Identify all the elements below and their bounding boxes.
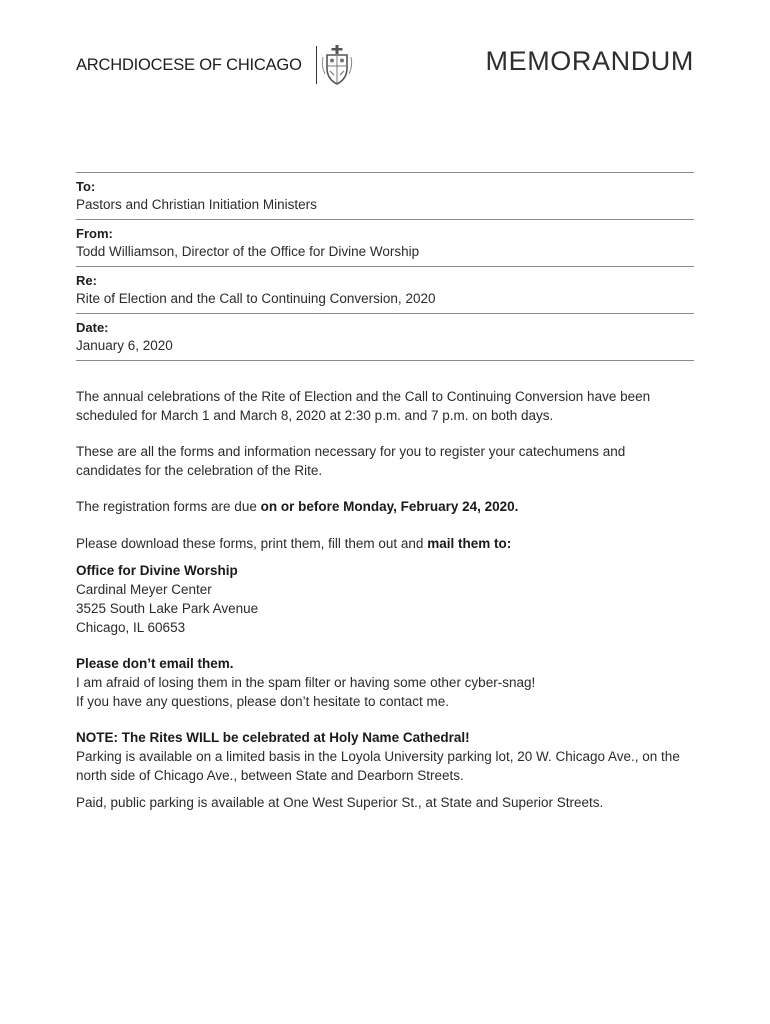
field-value: Rite of Election and the Call to Continuing Conversion, 2020	[76, 291, 436, 306]
email-line: If you have any questions, please don’t hesitate to contact me.	[76, 694, 449, 709]
address-line: Cardinal Meyer Center	[76, 582, 212, 597]
forms-paragraph: These are all the forms and information necessary for you to register your catechumens and candidates for the celebration of the Rite.	[76, 444, 626, 478]
memo-fields	[76, 172, 694, 361]
deadline-paragraph	[76, 497, 686, 516]
deadline-text: The registration forms are due	[76, 499, 261, 514]
intro-paragraph: The annual celebrations of the Rite of Election and the Call to Continuing Conversion have been scheduled for March 1 and March 8, 2020 at 2:30 p.m. and 7 p.m. on both days.	[76, 389, 651, 423]
mail-instruction: mail them to:	[427, 536, 512, 551]
address-name: Office for Divine Worship	[76, 563, 238, 578]
memo-header	[76, 44, 694, 88]
address-line: Chicago, IL 60653	[76, 620, 186, 635]
address-line: 3525 South Lake Park Avenue	[76, 601, 259, 616]
from-field	[76, 219, 694, 266]
organization-name: ARCHDIOCESE OF CHICAGO	[76, 56, 302, 74]
re-field	[76, 266, 694, 313]
field-value: Pastors and Christian Initiation Ministers	[76, 197, 317, 212]
field-value: January 6, 2020	[76, 338, 173, 353]
email-notice	[76, 654, 686, 711]
field-value: Todd Williamson, Director of the Office for Divine Worship	[76, 244, 420, 259]
instructions-paragraph	[76, 534, 686, 553]
email-line: I am afraid of losing them in the spam filter or having some other cyber-snag!	[76, 675, 536, 690]
deadline-date: on or before Monday, February 24, 2020.	[260, 499, 519, 514]
email-heading: Please don’t email them.	[76, 656, 234, 671]
archdiocese-crest-icon	[320, 44, 354, 86]
field-label: Date:	[76, 320, 109, 335]
cathedral-note	[76, 728, 686, 785]
date-field	[76, 313, 694, 361]
mailing-address	[76, 561, 686, 637]
note-text: Parking is available on a limited basis in the Loyola University parking lot, 20 W. Chicago Ave., on the north side of Chicago Ave., between State and Dearborn Streets.	[76, 749, 680, 783]
instructions-text: Please download these forms, print them, fill them out and	[76, 536, 428, 551]
memo-body	[76, 387, 686, 812]
field-label: To:	[76, 179, 96, 194]
field-label: Re:	[76, 273, 97, 288]
to-field	[76, 172, 694, 219]
header-divider	[316, 46, 317, 84]
memo-title: MEMORANDUM	[485, 46, 694, 76]
field-label: From:	[76, 226, 113, 241]
parking-paragraph: Paid, public parking is available at One West Superior St., at State and Superior Streets.	[76, 795, 604, 810]
note-heading: NOTE: The Rites WILL be celebrated at Holy Name Cathedral!	[76, 730, 470, 745]
